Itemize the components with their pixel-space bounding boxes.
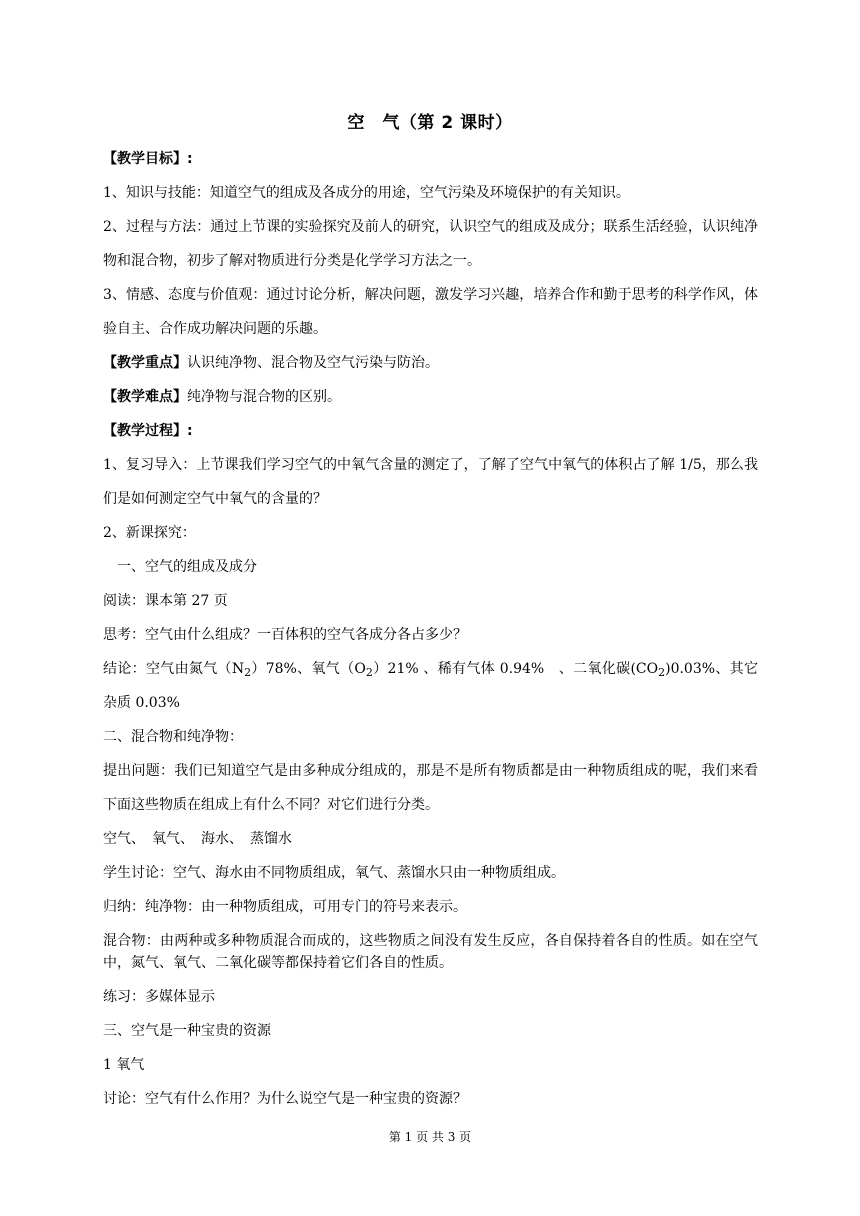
conclusion-text: 结论：空气由氮气（N — [103, 661, 245, 677]
mixture-paragraph: 混合物：由两种或多种物质混合而成的，这些物质之间没有发生反应，各自保持着各自的性质。如在空气中，氮气、氧气、二氧化碳等都保持着它们各自的性质。 — [103, 933, 758, 971]
oxygen-line: 1 氧气 — [103, 1057, 145, 1073]
question-paragraph: 提出问题：我们已知道空气是由多种成分组成的，那是不是所有物质都是由一种物质组成的呢，我们来看下面这些物质在组成上有什么不同？对它们进行分类。 — [103, 763, 758, 813]
exercise-line: 练习：多媒体显示 — [103, 989, 215, 1005]
objective-item: 3、情感、态度与价值观：通过讨论分析，解决问题，激发学习兴趣，培养合作和勤于思考的科学作风，体验自主、合作成功解决问题的乐趣。 — [103, 287, 758, 337]
substances-line: 空气、 氧气、 海水、 蒸馏水 — [103, 831, 292, 847]
conclusion-text: )0.03%、其它杂质 0.03% — [103, 661, 758, 711]
review-paragraph: 1、复习导入：上节课我们学习空气的中氧气含量的测定了，了解了空气中氧气的体积占了解 1/5，那么我们是如何测定空气中氧气的含量的？ — [103, 457, 758, 507]
subscript: 2 — [365, 666, 373, 679]
key-point-text: 认识纯净物、混合物及空气污染与防治。 — [187, 355, 439, 371]
difficulty-label: 【教学难点】 — [103, 389, 187, 405]
thinking-line: 思考：空气由什么组成？一百体积的空气各成分各占多少？ — [103, 627, 467, 643]
key-point-label: 【教学重点】 — [103, 355, 187, 371]
subscript: 2 — [658, 666, 666, 679]
objective-item: 1、知识与技能：知道空气的组成及各成分的用途，空气污染及环境保护的有关知识。 — [103, 185, 630, 201]
section-title: 二、混合物和纯净物： — [103, 729, 243, 745]
discussion-line: 学生讨论：空气、海水由不同物质组成，氧气、蒸馏水只由一种物质组成。 — [103, 865, 565, 881]
conclusion-text: ）78%、氧气（O — [251, 661, 366, 677]
page-footer: 第 1 页 共 3 页 — [388, 1130, 472, 1144]
key-point — [103, 346, 758, 380]
conclusion-line — [103, 652, 758, 720]
page-title: 空 气（第 2 课时） — [347, 113, 513, 133]
reading-line: 阅读：课本第 27 页 — [103, 593, 228, 609]
section-title: 一、空气的组成及成分 — [117, 559, 257, 575]
new-lesson-label: 2、新课探究： — [103, 525, 196, 541]
difficulty-text: 纯净物与混合物的区别。 — [187, 389, 341, 405]
conclusion-text: ）21% 、稀有气体 0.94% 、二氧化碳(CO — [372, 661, 659, 677]
objective-item: 2、过程与方法：通过上节课的实验探究及前人的研究，认识空气的组成及成分；联系生活经验，认识纯净物和混合物，初步了解对物质进行分类是化学学习方法之一。 — [103, 219, 758, 269]
objectives-heading: 【教学目标】: — [103, 151, 193, 167]
section-title: 三、空气是一种宝贵的资源 — [103, 1023, 271, 1039]
summary-line: 归纳：纯净物：由一种物质组成，可用专门的符号来表示。 — [103, 899, 467, 915]
document-body — [103, 142, 758, 1116]
subscript: 2 — [244, 666, 252, 679]
difficulty — [103, 380, 758, 414]
process-heading: 【教学过程】: — [103, 423, 193, 439]
discussion-line: 讨论：空气有什么作用？为什么说空气是一种宝贵的资源？ — [103, 1091, 467, 1107]
